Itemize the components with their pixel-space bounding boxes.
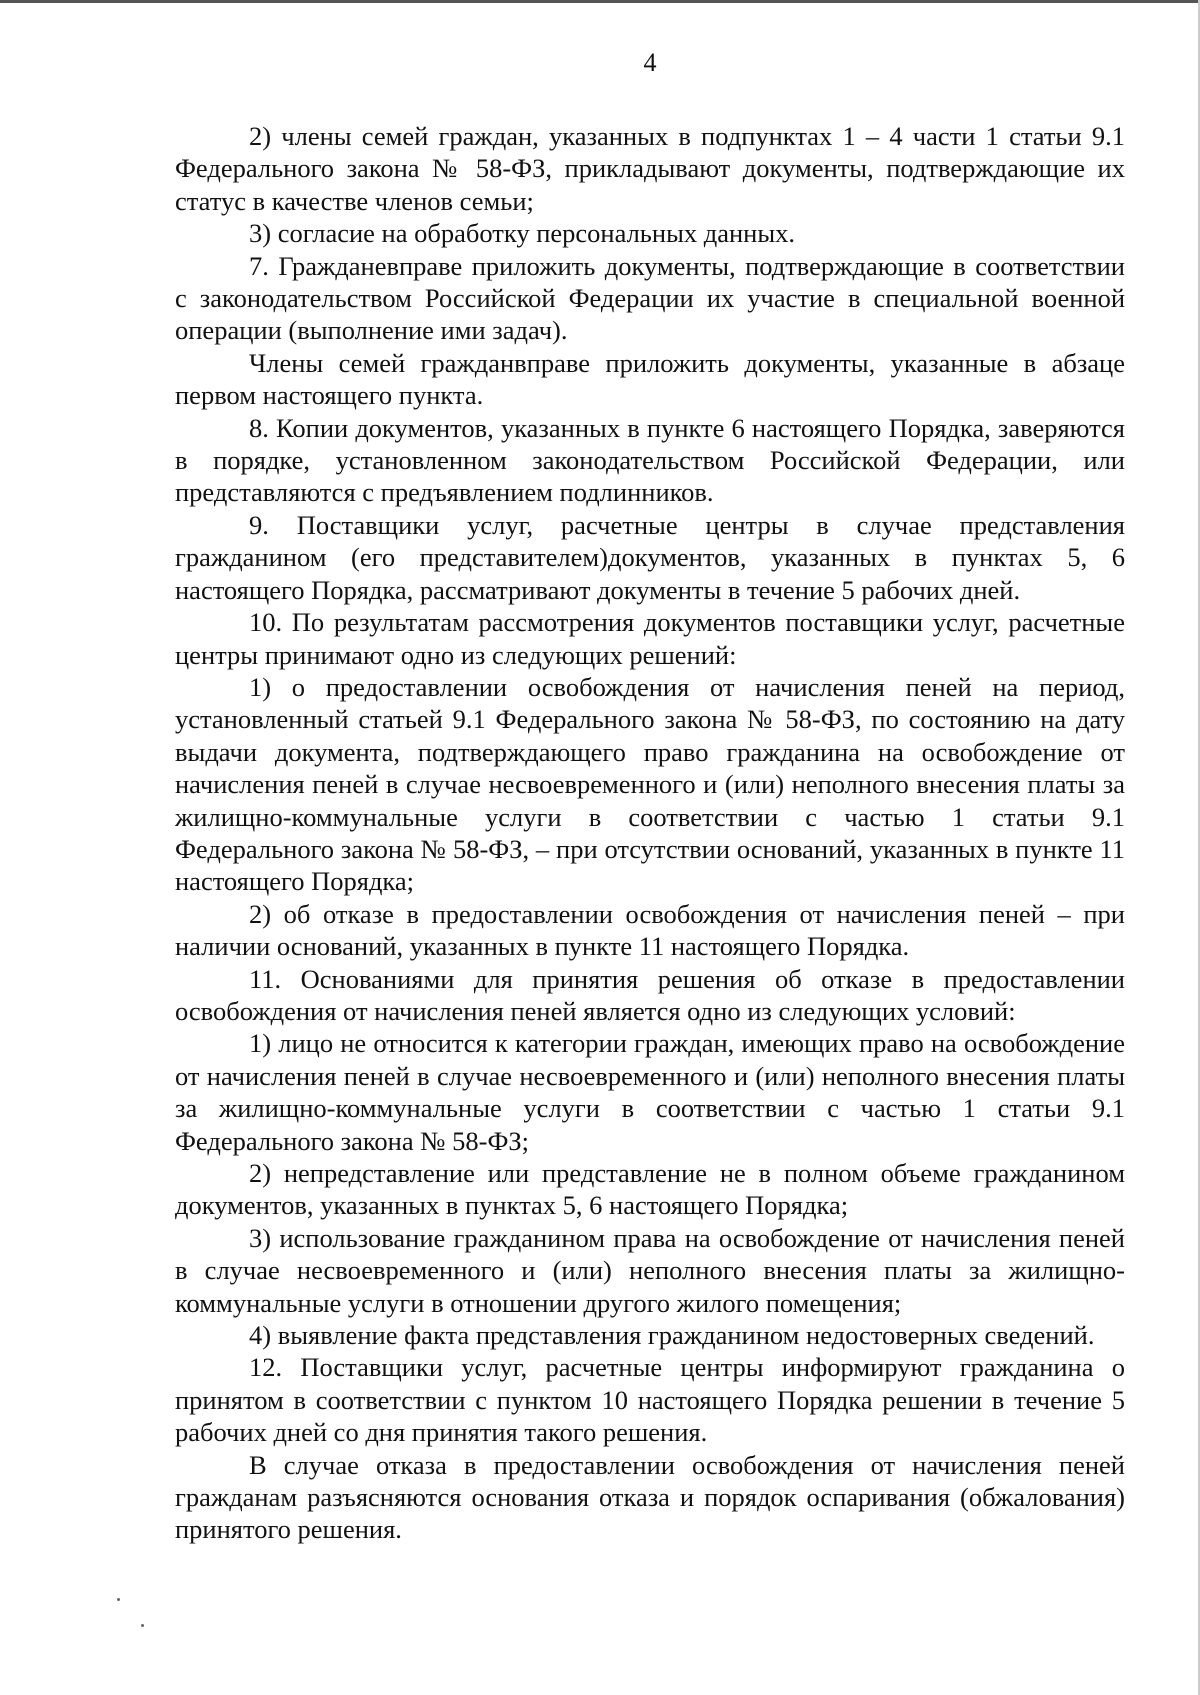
scan-speck xyxy=(141,1624,144,1627)
paragraph-refusal-explanation: В случае отказа в предоставлении освобождения от начисления пеней гражданам разъясняются основания отказа и порядок оспаривания (обжалования) принятого решения. xyxy=(175,1449,1125,1545)
paragraph-family-members-right: Члены семей гражданвправе приложить документы, указанные в абзаце первом настоящего пункта. xyxy=(175,347,1125,411)
paragraph-11-condition-1: 1) лицо не относится к категории граждан, имеющих право на освобождение от начисления пеней в случае несвоевременного и (или) неполного внесения платы за жилищно-коммунальные услуги в соответствии с частью 1 статьи 9.1 Федерального закона № 58-ФЗ; xyxy=(175,1028,1125,1156)
paragraph-11-condition-4: 4) выявление факта представления гражданином недостоверных сведений. xyxy=(249,1320,1095,1351)
paragraph-item-7: 7. Гражданевправе приложить документы, подтверждающие в соответствии с законодательством Российской Федерации их участие в специальной военной операции (выполнение ими задач). xyxy=(175,250,1125,346)
paragraph-item-10: 10. По результатам рассмотрения документов поставщики услуг, расчетные центры принимают одно из следующих решений: xyxy=(175,607,1125,670)
paragraph-11-condition-2: 2) непредставление или представление не в полном объеме гражданином документов, указанных в пунктах 5, 6 настоящего Порядка; xyxy=(175,1158,1125,1221)
paragraph-item-11: 11. Основаниями для принятия решения об отказе в предоставлении освобождения от начисления пеней является одно из следующих условий: xyxy=(175,963,1125,1026)
paragraph-11-condition-3: 3) использование гражданином права на освобождение от начисления пеней в случае несвоевременного и (или) неполного внесения платы за жилищно-коммунальные услуги в отношении другого жилого помещения; xyxy=(175,1222,1125,1318)
paragraph-2-family-members: 2) члены семей граждан, указанных в подпунктах 1 – 4 части 1 статьи 9.1 Федерального закона № 58-ФЗ, прикладывают документы, подтверждающие их статус в качестве членов семьи; xyxy=(175,121,1125,216)
document-body xyxy=(175,120,1125,1546)
page-number: 4 xyxy=(643,48,657,77)
paragraph-item-12: 12. Поставщики услуг, расчетные центры информируют гражданина о принятом в соответствии с пунктом 10 настоящего Порядка решении в течение 5 рабочих дней со дня принятия такого решения. xyxy=(175,1352,1125,1448)
paragraph-3-consent: 3) согласие на обработку персональных данных. xyxy=(249,218,796,249)
scan-top-edge xyxy=(0,0,1200,3)
paragraph-10-decision-2: 2) об отказе в предоставлении освобождения от начисления пеней – при наличии оснований, указанных в пункте 11 настоящего Порядка. xyxy=(175,898,1125,962)
paragraph-item-8: 8. Копии документов, указанных в пункте 6 настоящего Порядка, заверяются в порядке, установленном законодательством Российской Федерации, или представляются с предъявлением подлинников. xyxy=(175,412,1125,508)
scan-speck xyxy=(117,1598,120,1601)
paragraph-10-decision-1: 1) о предоставлении освобождения от начисления пеней на период, установленный статьей 9.1 Федерального закона № 58-ФЗ, по состоянию на дату выдачи документа, подтверждающего право гражданина на освобождение от начисления пеней в случае несвоевременного и (или) неполного внесения платы за жилищно-коммунальные услуги в соответствии с частью 1 статьи 9.1 Федерального закона № 58-ФЗ, – при отсутствии оснований, указанных в пункте 11 настоящего Порядка; xyxy=(175,671,1125,897)
paragraph-item-9: 9. Поставщики услуг, расчетные центры в случае представления гражданином (его представителем)документов, указанных в пунктах 5, 6 настоящего Порядка, рассматривают документы в течение 5 рабочих дней. xyxy=(175,509,1125,605)
